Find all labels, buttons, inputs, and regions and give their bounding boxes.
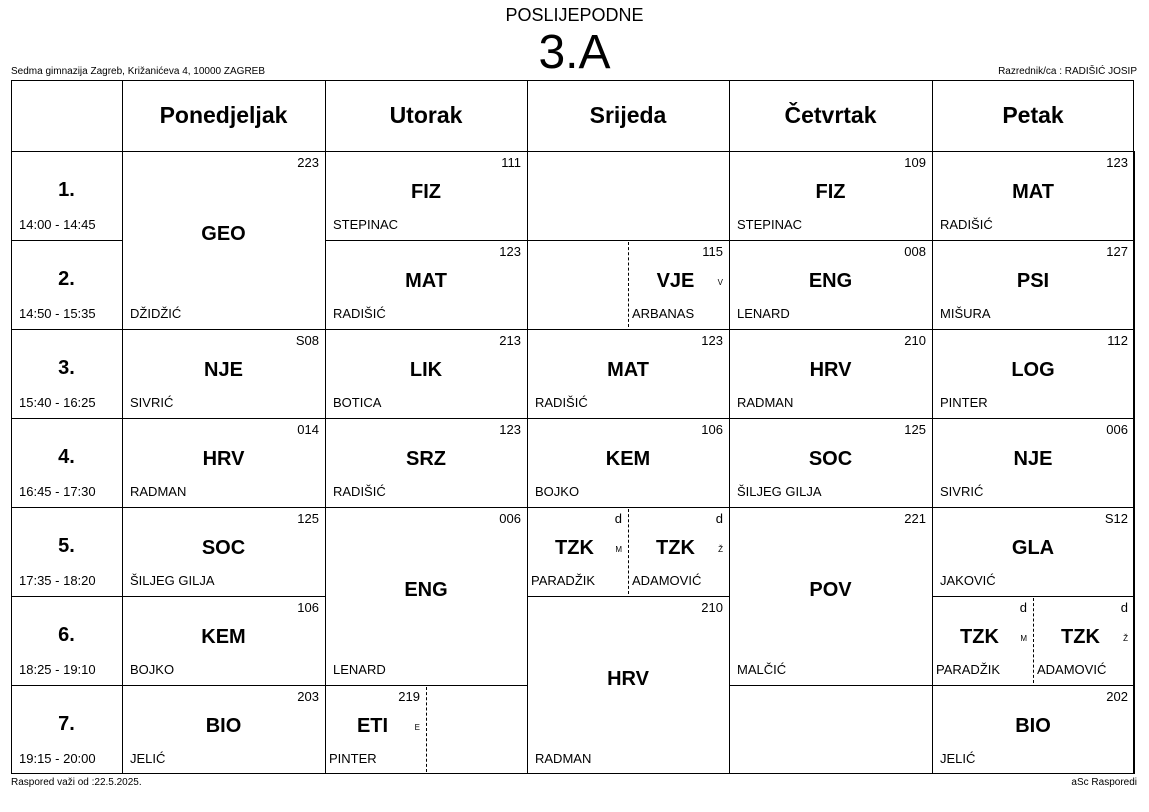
period-cell [11,596,122,685]
teacher-name: RADMAN [535,751,592,766]
lesson-cell [122,151,325,329]
room-number: S12 [1104,511,1128,526]
subject-code: SRZ [406,448,446,470]
lesson-cell [122,507,325,596]
teacher-name: STEPINAC [333,217,399,232]
lesson-cell [122,329,325,418]
room-number: d [715,511,723,526]
teacher-name: JAKOVIĆ [940,573,996,588]
subject-code: FIZ [411,181,441,203]
lesson-cell [325,151,527,240]
room-number: 008 [904,244,926,259]
subject-code: HRV [202,448,245,470]
room-number: 210 [701,600,723,615]
group-marker: M [1020,634,1027,643]
room-number: 123 [1106,155,1128,170]
subject-code: PSI [1016,270,1050,292]
room-number: 111 [501,155,521,170]
subject-code: HRV [607,668,649,690]
period-cell [11,685,122,774]
lesson-cell [932,240,1134,329]
room-number: 123 [499,244,521,259]
lesson-cell [122,418,325,507]
room-number: 014 [297,422,319,437]
teacher-name: PINTER [940,395,988,410]
room-number: 123 [701,333,723,348]
group-marker: Ž [718,545,723,554]
day-header: Ponedjeljak [159,102,288,128]
room-number: d [614,511,622,526]
teacher-name: RADMAN [130,484,187,499]
period-time: 19:15 - 20:00 [19,751,96,766]
teacher-name: LENARD [737,306,790,321]
teacher-name: STEPINAC [737,217,803,232]
period-cell [11,151,122,240]
period-time: 18:25 - 19:10 [19,662,96,677]
software-brand: aSc Rasporedi [1071,777,1137,788]
teacher-name: SIVRIĆ [130,395,174,410]
subject-code: HRV [809,359,852,381]
period-number: 7. [58,713,75,735]
subject-code: NJE [1013,448,1053,470]
homeroom-teacher: Razrednik/ca : RADIŠIĆ JOSIP [998,66,1137,77]
period-cell [11,507,122,596]
subject-code: MAT [1012,181,1054,203]
subject-code: TZK [555,537,594,559]
group-marker: Ž [1123,634,1128,643]
room-number: 221 [904,511,926,526]
room-number: 202 [1106,689,1128,704]
split-divider [1033,598,1034,683]
period-number: 1. [58,179,75,201]
day-header: Utorak [389,102,463,128]
lesson-cell [122,685,325,774]
room-number: 006 [499,511,521,526]
subject-code: LOG [1011,359,1055,381]
day-header: Srijeda [589,102,667,128]
period-time: 14:50 - 15:35 [19,306,96,321]
subject-code: TZK [960,626,999,648]
room-number: 219 [398,689,420,704]
row-line [729,685,932,686]
lesson-cell [325,240,527,329]
teacher-name: PINTER [329,751,377,766]
subject-code: FIZ [815,181,846,203]
room-number: 106 [297,600,319,615]
day-column-divider [1134,151,1135,774]
teacher-name: BOTICA [333,395,382,410]
lesson-cell [527,418,729,507]
period-number: 3. [58,357,75,379]
room-number: 125 [297,511,319,526]
subject-code: KEM [201,626,246,648]
lesson-cell [325,685,426,774]
teacher-name: RADIŠIĆ [535,395,588,410]
lesson-cell [932,418,1134,507]
lesson-cell [729,240,932,329]
room-number: 127 [1106,244,1128,259]
teacher-name: ŠILJEG GILJA [130,573,215,588]
lesson-cell [527,507,628,596]
valid-from-note: Raspored važi od :22.5.2025. [11,777,142,788]
room-number: 006 [1106,422,1128,437]
teacher-name: ŠILJEG GILJA [737,484,822,499]
subject-code: GLA [1011,537,1055,559]
group-marker: M [615,545,622,554]
period-cell [11,418,122,507]
teacher-name: JELIĆ [130,751,166,766]
room-number: 213 [499,333,521,348]
split-divider [628,242,629,327]
period-number: 5. [58,535,75,557]
lesson-cell [628,240,729,329]
group-marker: E [414,723,420,732]
teacher-name: ADAMOVIĆ [632,573,702,588]
day-header: Četvrtak [784,102,877,128]
lesson-cell [932,596,1033,685]
period-time: 16:45 - 17:30 [19,484,96,499]
teacher-name: RADIŠIĆ [333,484,386,499]
subject-code: NJE [204,359,243,381]
teacher-name: ADAMOVIĆ [1037,662,1107,677]
lesson-cell [325,507,527,685]
subject-code: ETI [356,715,389,737]
lesson-cell [932,685,1134,774]
teacher-name: RADMAN [737,395,794,410]
room-number: 115 [702,244,723,259]
subject-code: BIO [205,715,242,737]
teacher-name: RADIŠIĆ [940,217,993,232]
lesson-cell [932,507,1134,596]
room-number: 125 [904,422,926,437]
lesson-cell [729,151,932,240]
day-header: Petak [1002,102,1064,128]
room-number: S08 [295,333,319,348]
lesson-cell [325,329,527,418]
subject-code: TZK [656,537,695,559]
teacher-name: MIŠURA [940,306,991,321]
subject-code: ENG [808,270,853,292]
timetable-grid [11,80,1134,774]
school-address: Sedma gimnazija Zagreb, Križanićeva 4, 10000 ZAGREB [11,66,266,77]
room-number: 123 [499,422,521,437]
teacher-name: BOJKO [130,662,175,677]
teacher-name: RADIŠIĆ [333,306,386,321]
subject-code: MAT [607,359,649,381]
period-time: 14:00 - 14:45 [19,217,96,232]
lesson-cell [122,596,325,685]
teacher-name: JELIĆ [940,751,976,766]
period-cell [11,329,122,418]
group-marker: V [717,278,723,287]
teacher-name: PARADŽIK [936,662,1001,677]
room-number: d [1019,600,1027,615]
subject-code: SOC [201,537,246,559]
subject-code: BIO [1015,715,1051,737]
lesson-cell [932,329,1134,418]
room-number: 109 [904,155,926,170]
split-divider [628,509,629,594]
teacher-name: ARBANAS [632,306,695,321]
teacher-name: PARADŽIK [531,573,596,588]
period-time: 17:35 - 18:20 [19,573,96,588]
teacher-name: SIVRIĆ [940,484,984,499]
subject-code: MAT [405,270,447,292]
subject-code: TZK [1061,626,1100,648]
period-cell [11,240,122,329]
teacher-name: BOJKO [535,484,580,499]
subject-code: GEO [201,223,246,245]
subject-code: SOC [808,448,853,470]
lesson-cell [729,418,932,507]
split-divider [426,687,427,772]
subject-code: VJE [656,270,695,292]
subject-code: LIK [409,359,443,381]
class-title: 3.A [538,26,611,79]
session-label: POSLIJEPODNE [505,5,644,25]
subject-code: ENG [404,579,448,601]
lesson-cell [527,329,729,418]
lesson-cell [325,418,527,507]
lesson-cell [628,507,729,596]
period-number: 2. [58,268,75,290]
lesson-cell [527,596,729,774]
teacher-name: DŽIDŽIĆ [130,306,182,321]
room-number: d [1120,600,1128,615]
subject-code: POV [809,579,852,601]
room-number: 112 [1107,333,1128,348]
lesson-cell [1033,596,1134,685]
lesson-cell [729,507,932,685]
room-number: 223 [297,155,319,170]
period-number: 4. [58,446,75,468]
teacher-name: LENARD [333,662,386,677]
teacher-name: MALČIĆ [737,662,787,677]
period-time: 15:40 - 16:25 [19,395,96,410]
period-number: 6. [58,624,75,646]
room-number: 203 [297,689,319,704]
lesson-cell [729,329,932,418]
room-number: 210 [904,333,926,348]
room-number: 106 [701,422,723,437]
lesson-cell [932,151,1134,240]
subject-code: KEM [605,448,651,470]
